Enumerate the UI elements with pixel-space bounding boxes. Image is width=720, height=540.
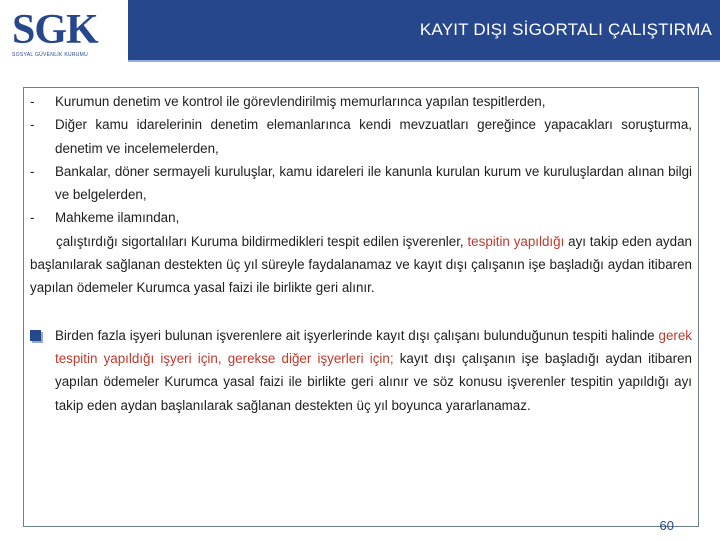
list-item [30,113,692,160]
q-text: kayıt dışı çalışanın işe başladığı aydan itibaren yapılan ödemeler Kurumca yasal faizi ile birlikte geri alınır ve söz konusu işverenler tespitin yapıldığı ayı takip eden aydan başlanılarak sağlanan destekten üç yıl boyunca yararlanamaz. [55,350,692,413]
page-number: 60 [659,518,674,533]
paragraph-text: çalıştırdığı sigortalıları Kuruma bildirmedikleri tespit edilen işverenler, [56,233,468,249]
q-text: Birden fazla işyeri bulunan işverenlere ait işyerlerinde kayıt dışı çalışanı bulunduğunun tespiti halinde [55,327,659,343]
paragraph-highlight: tespitin yapıldığı [467,233,565,249]
dash-bullet: - [30,210,35,226]
paragraph-text: ayı takip eden aydan başlanılarak sağlanan destekten üç yıl süreyle faydalanamaz ve kayıt dışı çalışanın işe başladığı aydan itibaren yapılan ödemeler Kurumca yasal faizi ile birlikte geri alınır. [30,233,692,296]
consequence-paragraph [30,230,692,300]
logo-text: SGK [12,7,98,53]
list-item-text: Mahkeme ilamından, [55,210,180,226]
list-item-text: Diğer kamu idarelerinin denetim elemanlarınca kendi mevzuatları gereğince yapacakları soruşturma, denetim ve incelemelerden, [55,117,692,156]
content-text [30,90,692,417]
spacer [30,300,692,324]
sgk-logo [6,6,116,62]
dash-bullet: - [30,117,35,133]
q-bullet-item [30,324,692,417]
list-item [30,160,692,207]
list-item-text: Bankalar, döner sermayeli kuruluşlar, kamu idareleri ile kanunla kurulan kurum ve kuruluşlardan alınan bilgi ve belgelerden, [55,163,692,203]
list-item-text: Kurumun denetim ve kontrol ile görevlendirilmiş memurlarınca yapılan tespitlerden, [55,94,546,109]
page-title: KAYIT DIŞI SİGORTALI ÇALIŞTIRMA [419,20,712,39]
title-bar [128,0,720,60]
list-item [30,90,692,113]
title-underline [128,60,720,62]
q-highlight: gerek tespitin yapıldığı işyeri için, gerekse diğer işyerleri için; [55,327,692,366]
square-bullet-icon [30,324,55,417]
logo-subtitle: SOSYAL GÜVENLİK KURUMU [12,52,89,58]
dash-bullet: - [30,163,35,179]
header [0,0,720,64]
dash-bullet: - [30,94,35,109]
q-bullet-text [55,324,692,417]
list-item [30,206,692,229]
